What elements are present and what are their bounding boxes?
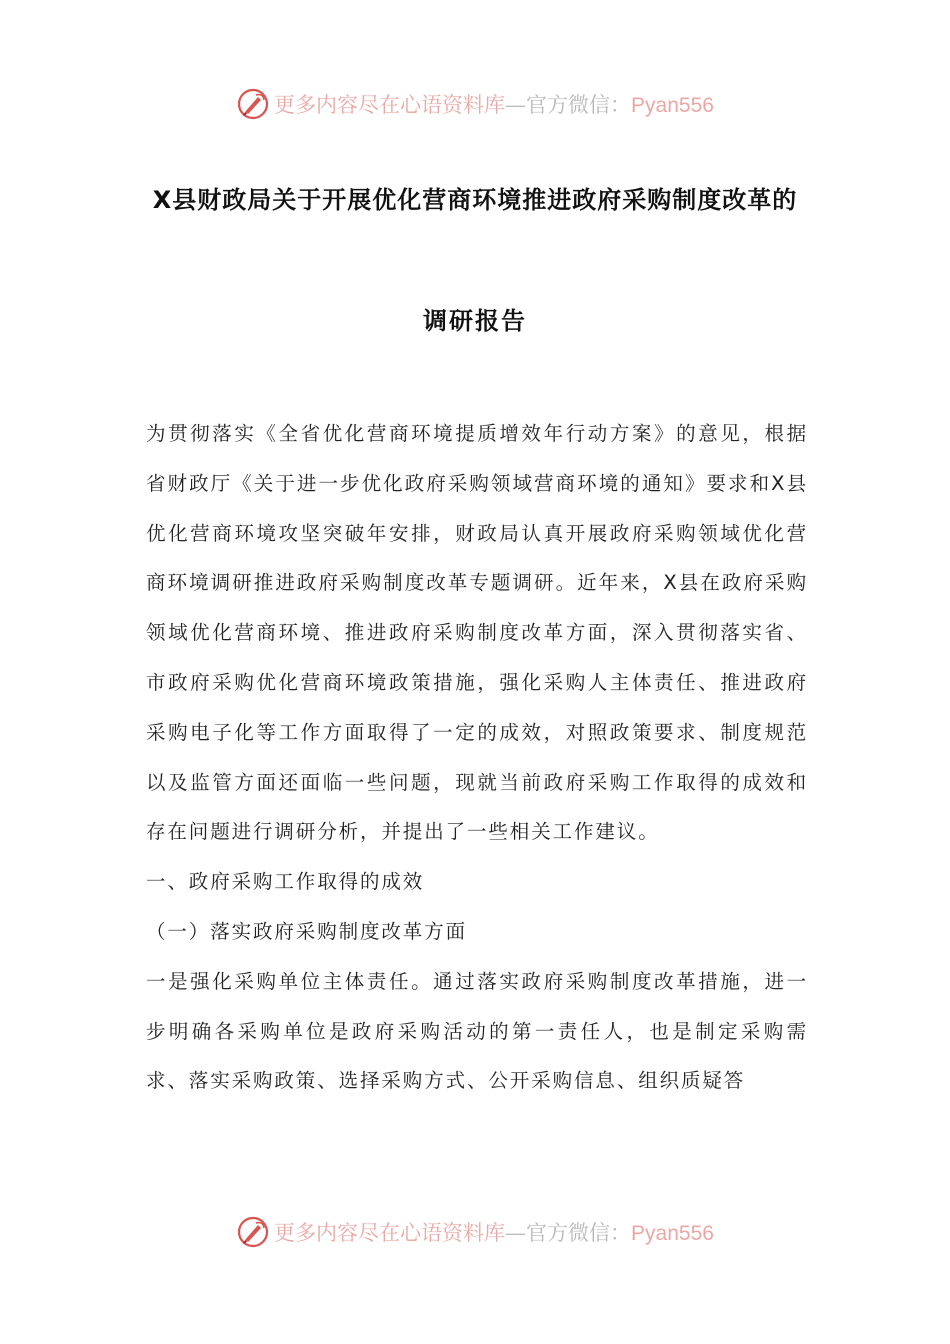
watermark-separator: — [505, 1221, 527, 1245]
subsection-heading-1: （一）落实政府采购制度改革方面 [146, 919, 468, 943]
header-watermark-banner [0, 82, 950, 126]
watermark-separator: — [505, 93, 527, 117]
watermark-wechat-label: 官方微信： [526, 1221, 632, 1245]
watermark-text [274, 1217, 714, 1247]
footer-watermark-banner [0, 1210, 950, 1254]
section-heading-1: 一、政府采购工作取得的成效 [146, 870, 425, 894]
document-title-line-1: X县财政局关于开展优化营商环境推进政府采购制度改革的 [152, 186, 798, 214]
watermark-wechat-label: 官方微信： [526, 93, 632, 117]
intro-paragraph: 为贯彻落实《全省优化营商环境提质增效年行动方案》的意见，根据省财政厅《关于进一步优化政府采购领域营商环境的通知》要求和X县优化营商环境攻坚突破年安排，财政局认真开展政府采购领域优化营商环境调研推进政府采购制度改革专题调研。近年来，X县在政府采购领域优化营商环境、推进政府采购制度改革方面，深入贯彻落实省、市政府采购优化营商环境政策措施，强化采购人主体责任、推进政府采购电子化等工作方面取得了一定的成效，对照政策要求、制度规范以及监管方面还面临一些问题，现就当前政府采购工作取得的成效和存在问题进行调研分析，并提出了一些相关工作建议。 [146, 422, 808, 844]
watermark-wechat-id: Pyan556 [631, 94, 714, 117]
pen-logo-icon [236, 87, 270, 121]
watermark-main-text: 更多内容尽在心语资料库 [274, 93, 506, 117]
watermark-text [274, 89, 714, 119]
watermark-wechat-id: Pyan556 [631, 1222, 714, 1245]
pen-logo-icon [236, 1215, 270, 1249]
document-body [146, 409, 808, 1106]
body-paragraph-1: 一是强化采购单位主体责任。通过落实政府采购制度改革措施，进一步明确各采购单位是政府采购活动的第一责任人，也是制定采购需求、落实采购政策、选择采购方式、公开采购信息、组织质疑答 [146, 969, 808, 1093]
document-title-line-2: 调研报告 [423, 307, 527, 335]
watermark-main-text: 更多内容尽在心语资料库 [274, 1221, 506, 1245]
